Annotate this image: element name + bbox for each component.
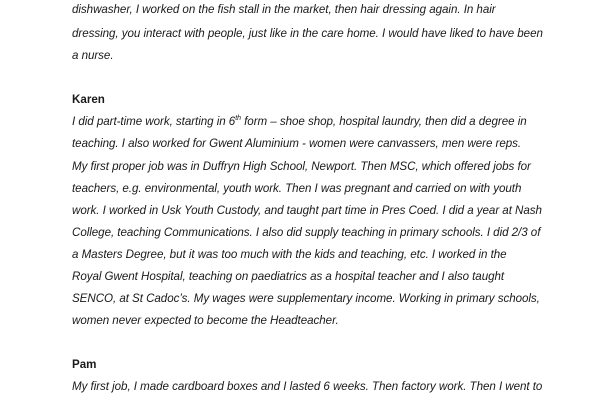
karen-line-9: SENCO, at St Cadoc’s. My wages were supplementary income. Working in primary schools, bbox=[72, 292, 540, 305]
intro-line-2: dressing, you interact with people, just like in the care home. I would have liked to have been bbox=[72, 27, 543, 40]
karen-line-4: teachers, e.g. environmental, youth work. Then I was pregnant and carried on with youth bbox=[72, 182, 522, 195]
karen-line-10: women never expected to become the Headteacher. bbox=[72, 314, 339, 327]
intro-line-3: a nurse. bbox=[72, 49, 114, 62]
karen-line-1-text: I did part-time work, starting in 6 bbox=[72, 115, 236, 128]
karen-line-5: work. I worked in Usk Youth Custody, and taught part time in Pres Coed. I did a year at Nash bbox=[72, 204, 542, 217]
speaker-name-pam: Pam bbox=[72, 358, 97, 371]
karen-line-6: College, teaching Communications. I also did supply teaching in primary schools. I did 2/3 of bbox=[72, 226, 541, 239]
intro-line-1: dishwasher, I worked on the fish stall in the market, then hair dressing again. In hair bbox=[72, 3, 496, 16]
karen-line-1-superscript: th bbox=[235, 115, 241, 123]
karen-line-1-text-cont: form – shoe shop, hospital laundry, then did a degree in bbox=[240, 115, 527, 128]
karen-line-1 bbox=[72, 115, 527, 129]
karen-line-3: My first proper job was in Duffryn High School, Newport. Then MSC, which offered jobs for bbox=[72, 160, 531, 173]
pam-line-1: My first job, I made cardboard boxes and I lasted 6 weeks. Then factory work. Then I went to bbox=[72, 380, 543, 393]
karen-line-7: a Masters Degree, but it was too much with the kids and teaching, etc. I worked in the bbox=[72, 248, 507, 261]
karen-line-8: Royal Gwent Hospital, teaching on paediatrics as a hospital teacher and I also taught bbox=[72, 270, 505, 283]
speaker-name-karen: Karen bbox=[72, 93, 105, 106]
karen-line-2: teaching. I also worked for Gwent Aluminium - women were canvassers, men were reps. bbox=[72, 137, 522, 150]
